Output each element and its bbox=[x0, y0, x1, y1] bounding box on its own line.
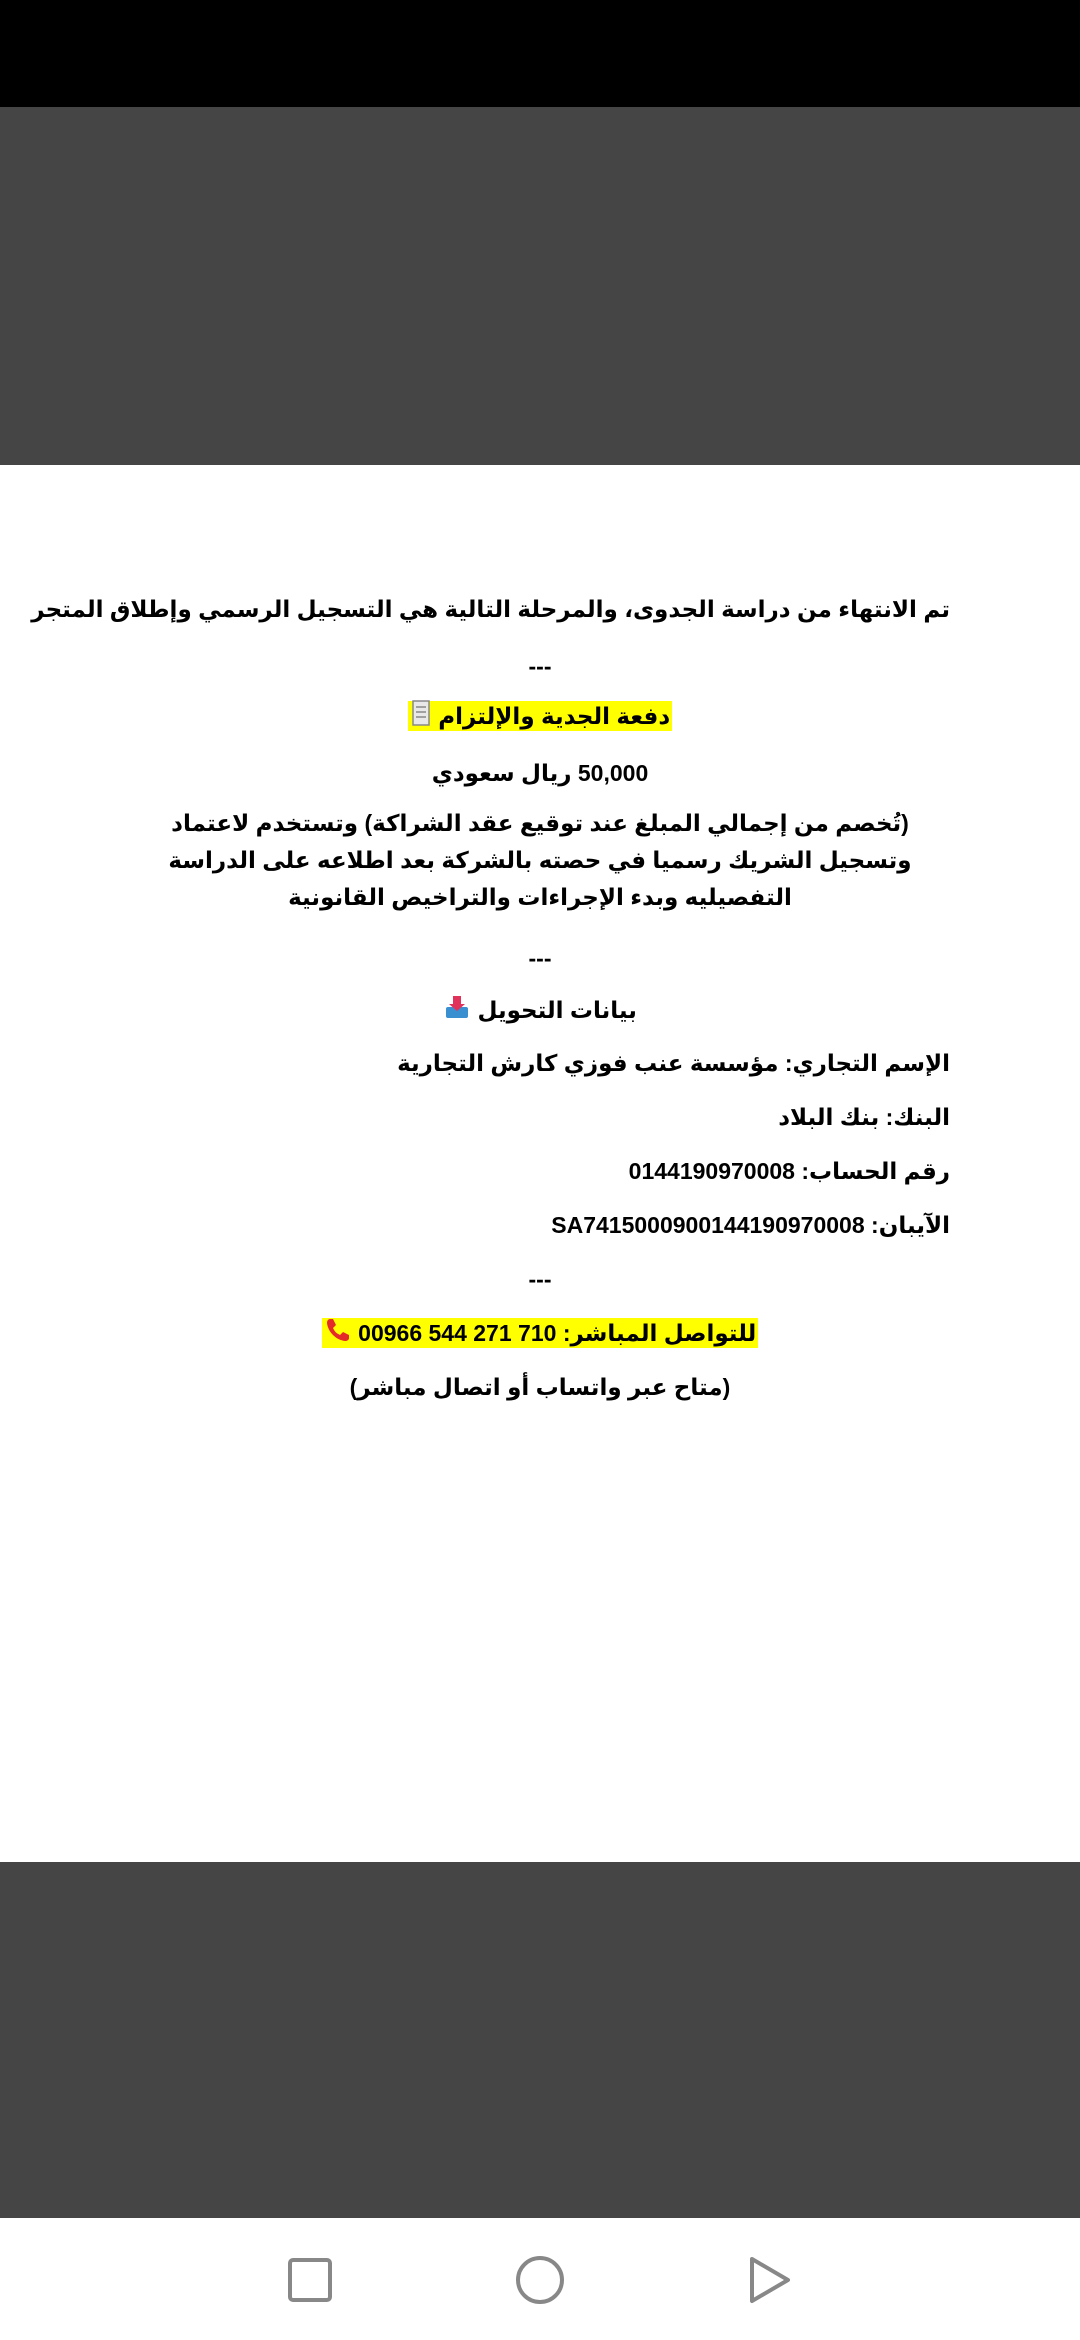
contact-highlight bbox=[322, 1318, 758, 1348]
bank-name: البنك: بنك البلاد bbox=[778, 1104, 950, 1130]
recents-button[interactable] bbox=[275, 2245, 345, 2315]
document-icon bbox=[410, 699, 432, 737]
deposit-title: دفعة الجدية والإلتزام bbox=[438, 703, 671, 729]
iban-value: SA7415000900144190970008 bbox=[551, 1212, 865, 1238]
account-number: 0144190970008 bbox=[628, 1158, 795, 1184]
back-button[interactable] bbox=[735, 2245, 805, 2315]
amount-note: (تُخصم من إجمالي المبلغ عند توقيع عقد الشراكة) وتستخدم لاعتماد وتسجيل الشريك رسميا في حصته بالشركة بعد اطلاعه على الدراسة التفصيليه وبدء الإجراءات والتراخيص القانونية bbox=[168, 810, 912, 910]
iban-row bbox=[130, 1207, 950, 1243]
intro-text: تم الانتهاء من دراسة الجدوى، والمرحلة التالية هي التسجيل الرسمي وإطلاق المتجر bbox=[31, 596, 950, 622]
document-page bbox=[0, 465, 1080, 1862]
transfer-heading bbox=[130, 992, 950, 1031]
deposit-heading-highlight bbox=[408, 701, 672, 731]
overlay-top bbox=[0, 107, 1080, 465]
contact-row bbox=[130, 1315, 950, 1354]
status-bar bbox=[0, 0, 1080, 107]
inbox-tray-icon bbox=[443, 993, 471, 1031]
overlay-bottom bbox=[0, 1862, 1080, 2218]
phone-icon bbox=[324, 1316, 352, 1354]
divider-2: --- bbox=[528, 945, 552, 971]
contact-note: (متاح عبر واتساب أو اتصال مباشر) bbox=[349, 1374, 731, 1400]
divider-3: --- bbox=[528, 1266, 552, 1292]
contact-number: 00966 544 271 710 bbox=[358, 1320, 557, 1346]
deposit-amount: 50,000 ريال سعودي bbox=[431, 760, 649, 786]
iban-label: الآيبان: bbox=[871, 1212, 950, 1238]
account-label: رقم الحساب: bbox=[801, 1158, 950, 1184]
transfer-title: بيانات التحويل bbox=[477, 997, 637, 1023]
home-button[interactable] bbox=[505, 2245, 575, 2315]
contact-label: للتواصل المباشر: bbox=[562, 1320, 757, 1346]
deposit-heading bbox=[130, 698, 950, 737]
divider-1: --- bbox=[528, 653, 552, 679]
circle-home-icon bbox=[515, 2255, 565, 2305]
triangle-back-icon bbox=[746, 2255, 794, 2305]
square-recents-icon bbox=[287, 2257, 333, 2303]
trade-name: الإسم التجاري: مؤسسة عنب فوزي كارش التجارية bbox=[397, 1050, 950, 1076]
account-row bbox=[130, 1153, 950, 1189]
